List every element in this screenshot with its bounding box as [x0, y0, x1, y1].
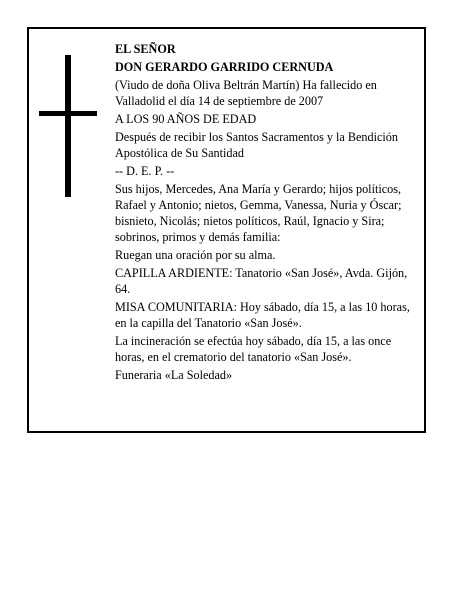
rest-in-peace: -- D. E. P. -- [115, 164, 175, 178]
age-at-death: A LOS 90 AÑOS DE EDAD [115, 112, 257, 126]
cremation-info: La incineración se efectúa hoy sábado, día 15, a las once horas, en el crematorio del tanatorio «San José». [115, 334, 392, 364]
funeral-home: Funeraria «La Soledad» [115, 368, 233, 382]
widow-and-death-info: (Viudo de doña Oliva Beltrán Martín) Ha fallecido en Valladolid el día 14 de septiembre de 2007 [115, 78, 377, 108]
mass-info: MISA COMUNITARIA: Hoy sábado, día 15, a las 10 horas, en la capilla del Tanatorio «San José». [115, 300, 410, 330]
cross-horizontal-bar [39, 111, 97, 116]
cross-icon [39, 55, 97, 197]
notice-text [115, 41, 421, 385]
family-list: Sus hijos, Mercedes, Ana María y Gerardo; hijos políticos, Rafael y Antonio; nietos, Gemma, Vanessa, Nuria y Óscar; bisnieto, Nicolás; nietos políticos, Raúl, Ignacio y Sira; sobrinos, primos y demás familia: [115, 182, 402, 244]
prayer-request: Ruegan una oración por su alma. [115, 248, 276, 262]
deceased-name: DON GERARDO GARRIDO CERNUDA [115, 60, 334, 74]
obituary-notice [27, 27, 426, 433]
notice-title: EL SEÑOR [115, 42, 176, 56]
sacraments-note: Después de recibir los Santos Sacramentos y la Bendición Apostólica de Su Santidad [115, 130, 398, 160]
cross-vertical-bar [65, 55, 71, 197]
chapel-info: CAPILLA ARDIENTE: Tanatorio «San José», Avda. Gijón, 64. [115, 266, 408, 296]
